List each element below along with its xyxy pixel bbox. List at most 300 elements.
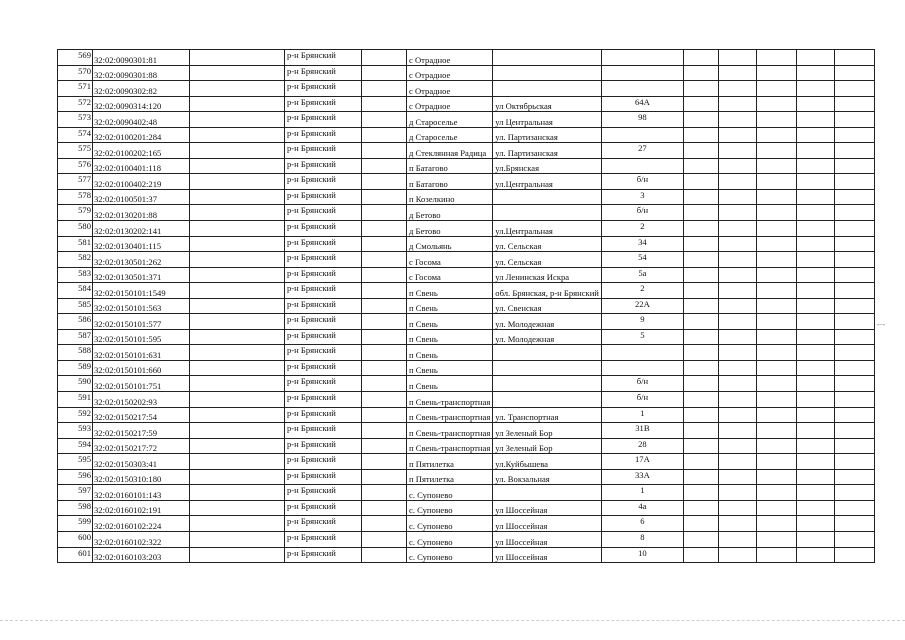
street-cell: ул. Сельская (493, 236, 602, 252)
empty-cell (756, 516, 796, 532)
street-cell: ул. Молодежная (493, 329, 602, 345)
house-number-cell (601, 360, 683, 376)
cadastral-number-cell: 32:02:0100501:37 (93, 189, 190, 205)
locality-cell: п Свень-транспортная (407, 407, 493, 423)
locality-cell: с. Супонево (407, 516, 493, 532)
empty-cell (190, 96, 285, 112)
street-cell (493, 189, 602, 205)
table-row (58, 500, 875, 516)
empty-cell (756, 469, 796, 485)
empty-cell (796, 283, 834, 299)
empty-cell (190, 174, 285, 190)
house-number-cell (601, 50, 683, 66)
table-row (58, 252, 875, 268)
locality-cell: с. Супонево (407, 500, 493, 516)
cadastral-number-cell: 32:02:0100402:219 (93, 174, 190, 190)
table-row (58, 205, 875, 221)
cadastral-number-cell: 32:02:0160103:203 (93, 547, 190, 563)
street-cell: ул. Транспортная (493, 407, 602, 423)
cadastral-number-cell: 32:02:0150101:577 (93, 314, 190, 330)
house-number-cell: 33А (601, 469, 683, 485)
empty-cell (362, 189, 407, 205)
empty-cell (362, 298, 407, 314)
empty-cell (362, 205, 407, 221)
empty-cell (834, 329, 874, 345)
house-number-cell: 54 (601, 252, 683, 268)
street-cell: ул Октябрьская (493, 96, 602, 112)
row-number-cell: 601 (58, 547, 93, 563)
empty-cell (683, 96, 718, 112)
table-row (58, 158, 875, 174)
empty-cell (190, 112, 285, 128)
empty-cell (796, 516, 834, 532)
empty-cell (756, 189, 796, 205)
cadastral-number-cell: 32:02:0150101:751 (93, 376, 190, 392)
street-cell: обл. Брянская, р-н Брянский (493, 283, 602, 299)
cadastral-number-cell: 32:02:0150101:660 (93, 360, 190, 376)
table-row (58, 345, 875, 361)
cadastral-number-cell: 32:02:0150202:93 (93, 392, 190, 408)
table-row (58, 65, 875, 81)
street-cell (493, 376, 602, 392)
table-body (58, 50, 875, 563)
district-cell: р-н Брянский (285, 516, 362, 532)
empty-cell (362, 345, 407, 361)
empty-cell (796, 376, 834, 392)
empty-cell (834, 127, 874, 143)
empty-cell (796, 500, 834, 516)
empty-cell (796, 469, 834, 485)
district-cell: р-н Брянский (285, 81, 362, 97)
cadastral-number-cell: 32:02:0100201:284 (93, 127, 190, 143)
row-number-cell: 585 (58, 298, 93, 314)
empty-cell (190, 485, 285, 501)
empty-cell (718, 65, 756, 81)
empty-cell (718, 283, 756, 299)
row-number-cell: 579 (58, 205, 93, 221)
empty-cell (362, 454, 407, 470)
empty-cell (718, 50, 756, 66)
house-number-cell (601, 345, 683, 361)
empty-cell (190, 407, 285, 423)
empty-cell (190, 547, 285, 563)
empty-cell (796, 329, 834, 345)
table-row (58, 376, 875, 392)
empty-cell (718, 127, 756, 143)
empty-cell (362, 50, 407, 66)
empty-cell (834, 531, 874, 547)
table-row (58, 81, 875, 97)
empty-cell (190, 50, 285, 66)
cadastral-number-cell: 32:02:0090302:82 (93, 81, 190, 97)
row-number-cell: 575 (58, 143, 93, 159)
row-number-cell: 584 (58, 283, 93, 299)
empty-cell (683, 438, 718, 454)
empty-cell (362, 143, 407, 159)
district-cell: р-н Брянский (285, 189, 362, 205)
empty-cell (362, 423, 407, 439)
empty-cell (683, 500, 718, 516)
locality-cell: п Свень (407, 298, 493, 314)
house-number-cell: 3 (601, 189, 683, 205)
row-number-cell: 571 (58, 81, 93, 97)
empty-cell (756, 267, 796, 283)
house-number-cell: 27 (601, 143, 683, 159)
empty-cell (362, 252, 407, 268)
empty-cell (190, 329, 285, 345)
empty-cell (796, 50, 834, 66)
empty-cell (796, 127, 834, 143)
empty-cell (190, 298, 285, 314)
empty-cell (834, 298, 874, 314)
empty-cell (834, 516, 874, 532)
locality-cell: п Батагово (407, 158, 493, 174)
scan-mark: -·- (877, 320, 885, 329)
empty-cell (834, 50, 874, 66)
empty-cell (683, 531, 718, 547)
empty-cell (362, 158, 407, 174)
empty-cell (796, 360, 834, 376)
street-cell: ул. Свенская (493, 298, 602, 314)
table-row (58, 485, 875, 501)
empty-cell (834, 407, 874, 423)
empty-cell (362, 485, 407, 501)
empty-cell (834, 221, 874, 237)
house-number-cell (601, 81, 683, 97)
empty-cell (796, 547, 834, 563)
locality-cell: д Стеклянная Радица (407, 143, 493, 159)
locality-cell: с Отрадное (407, 65, 493, 81)
empty-cell (362, 407, 407, 423)
empty-cell (190, 189, 285, 205)
empty-cell (756, 298, 796, 314)
empty-cell (683, 127, 718, 143)
row-number-cell: 577 (58, 174, 93, 190)
district-cell: р-н Брянский (285, 547, 362, 563)
empty-cell (834, 454, 874, 470)
cadastral-number-cell: 32:02:0150101:631 (93, 345, 190, 361)
empty-cell (796, 267, 834, 283)
table-row (58, 267, 875, 283)
house-number-cell: 1 (601, 407, 683, 423)
empty-cell (718, 360, 756, 376)
empty-cell (362, 360, 407, 376)
empty-cell (796, 112, 834, 128)
street-cell: ул Шоссейная (493, 531, 602, 547)
empty-cell (834, 392, 874, 408)
cadastral-number-cell: 32:02:0150101:563 (93, 298, 190, 314)
empty-cell (190, 283, 285, 299)
locality-cell: п Свень (407, 329, 493, 345)
empty-cell (683, 50, 718, 66)
empty-cell (796, 174, 834, 190)
house-number-cell: 10 (601, 547, 683, 563)
empty-cell (683, 360, 718, 376)
empty-cell (683, 283, 718, 299)
locality-cell: с. Супонево (407, 531, 493, 547)
district-cell: р-н Брянский (285, 143, 362, 159)
cadastral-number-cell: 32:02:0130201:88 (93, 205, 190, 221)
empty-cell (796, 423, 834, 439)
row-number-cell: 570 (58, 65, 93, 81)
empty-cell (796, 314, 834, 330)
row-number-cell: 576 (58, 158, 93, 174)
empty-cell (718, 469, 756, 485)
empty-cell (718, 531, 756, 547)
empty-cell (756, 112, 796, 128)
district-cell: р-н Брянский (285, 360, 362, 376)
house-number-cell: 1 (601, 485, 683, 501)
street-cell (493, 50, 602, 66)
row-number-cell: 590 (58, 376, 93, 392)
empty-cell (362, 236, 407, 252)
table-row (58, 392, 875, 408)
empty-cell (718, 454, 756, 470)
empty-cell (718, 314, 756, 330)
street-cell (493, 392, 602, 408)
locality-cell: п Свень (407, 283, 493, 299)
house-number-cell: 5 (601, 329, 683, 345)
house-number-cell: 28 (601, 438, 683, 454)
table-row (58, 50, 875, 66)
locality-cell: с. Супонево (407, 485, 493, 501)
empty-cell (756, 283, 796, 299)
empty-cell (834, 158, 874, 174)
empty-cell (796, 407, 834, 423)
house-number-cell: б/н (601, 174, 683, 190)
table-row (58, 516, 875, 532)
street-cell: ул Центральная (493, 112, 602, 128)
row-number-cell: 569 (58, 50, 93, 66)
street-cell: ул.Центральная (493, 174, 602, 190)
district-cell: р-н Брянский (285, 50, 362, 66)
row-number-cell: 591 (58, 392, 93, 408)
house-number-cell: б/н (601, 392, 683, 408)
empty-cell (756, 407, 796, 423)
row-number-cell: 588 (58, 345, 93, 361)
street-cell: ул. Партизанская (493, 127, 602, 143)
empty-cell (190, 516, 285, 532)
row-number-cell: 573 (58, 112, 93, 128)
row-number-cell: 595 (58, 454, 93, 470)
locality-cell: п Козелкино (407, 189, 493, 205)
locality-cell: п Пятилетка (407, 469, 493, 485)
district-cell: р-н Брянский (285, 376, 362, 392)
empty-cell (718, 221, 756, 237)
house-number-cell: 22А (601, 298, 683, 314)
district-cell: р-н Брянский (285, 345, 362, 361)
empty-cell (834, 96, 874, 112)
empty-cell (834, 438, 874, 454)
empty-cell (683, 469, 718, 485)
house-number-cell: 6 (601, 516, 683, 532)
empty-cell (190, 360, 285, 376)
empty-cell (362, 376, 407, 392)
district-cell: р-н Брянский (285, 329, 362, 345)
house-number-cell (601, 65, 683, 81)
empty-cell (834, 205, 874, 221)
empty-cell (718, 252, 756, 268)
cadastral-number-cell: 32:02:0130501:371 (93, 267, 190, 283)
street-cell (493, 65, 602, 81)
empty-cell (718, 329, 756, 345)
empty-cell (718, 485, 756, 501)
empty-cell (718, 516, 756, 532)
house-number-cell: 34 (601, 236, 683, 252)
cadastral-number-cell: 32:02:0160101:143 (93, 485, 190, 501)
locality-cell: д Смольянь (407, 236, 493, 252)
district-cell: р-н Брянский (285, 236, 362, 252)
empty-cell (190, 423, 285, 439)
empty-cell (683, 314, 718, 330)
empty-cell (834, 81, 874, 97)
row-number-cell: 597 (58, 485, 93, 501)
empty-cell (190, 65, 285, 81)
empty-cell (834, 547, 874, 563)
empty-cell (718, 96, 756, 112)
empty-cell (834, 252, 874, 268)
locality-cell: с. Супонево (407, 547, 493, 563)
empty-cell (796, 96, 834, 112)
locality-cell: п Свень-транспортная (407, 423, 493, 439)
street-cell: ул. Партизанская (493, 143, 602, 159)
cadastral-number-cell: 32:02:0160102:224 (93, 516, 190, 532)
scan-edge-line (0, 620, 905, 621)
empty-cell (362, 65, 407, 81)
district-cell: р-н Брянский (285, 158, 362, 174)
empty-cell (683, 376, 718, 392)
cadastral-number-cell: 32:02:0150101:595 (93, 329, 190, 345)
house-number-cell: 2 (601, 283, 683, 299)
house-number-cell: 5а (601, 267, 683, 283)
row-number-cell: 581 (58, 236, 93, 252)
table-row (58, 438, 875, 454)
empty-cell (683, 81, 718, 97)
locality-cell: п Свень (407, 314, 493, 330)
empty-cell (756, 360, 796, 376)
table-row (58, 189, 875, 205)
empty-cell (362, 438, 407, 454)
street-cell: ул Ленинская Искра (493, 267, 602, 283)
empty-cell (756, 205, 796, 221)
empty-cell (362, 314, 407, 330)
district-cell: р-н Брянский (285, 221, 362, 237)
empty-cell (718, 407, 756, 423)
empty-cell (683, 205, 718, 221)
table-row (58, 423, 875, 439)
house-number-cell (601, 127, 683, 143)
locality-cell: д Бетово (407, 205, 493, 221)
empty-cell (796, 65, 834, 81)
house-number-cell: б/н (601, 205, 683, 221)
empty-cell (756, 158, 796, 174)
empty-cell (362, 174, 407, 190)
district-cell: р-н Брянский (285, 65, 362, 81)
empty-cell (190, 376, 285, 392)
empty-cell (756, 236, 796, 252)
cadastral-number-cell: 32:02:0150217:59 (93, 423, 190, 439)
empty-cell (362, 127, 407, 143)
empty-cell (756, 143, 796, 159)
locality-cell: с Отрадное (407, 50, 493, 66)
empty-cell (190, 158, 285, 174)
empty-cell (190, 221, 285, 237)
house-number-cell: 4а (601, 500, 683, 516)
district-cell: р-н Брянский (285, 298, 362, 314)
street-cell: ул Шоссейная (493, 516, 602, 532)
street-cell: ул. Сельская (493, 252, 602, 268)
row-number-cell: 580 (58, 221, 93, 237)
empty-cell (756, 531, 796, 547)
house-number-cell (601, 158, 683, 174)
empty-cell (362, 221, 407, 237)
empty-cell (796, 454, 834, 470)
empty-cell (718, 112, 756, 128)
locality-cell: п Батагово (407, 174, 493, 190)
cadastral-number-cell: 32:02:0150101:1549 (93, 283, 190, 299)
district-cell: р-н Брянский (285, 112, 362, 128)
locality-cell: д Староселье (407, 112, 493, 128)
empty-cell (683, 298, 718, 314)
empty-cell (756, 392, 796, 408)
empty-cell (756, 376, 796, 392)
table-row (58, 469, 875, 485)
street-cell (493, 205, 602, 221)
empty-cell (756, 96, 796, 112)
empty-cell (834, 314, 874, 330)
empty-cell (796, 298, 834, 314)
empty-cell (190, 127, 285, 143)
table-row (58, 112, 875, 128)
empty-cell (718, 392, 756, 408)
empty-cell (756, 454, 796, 470)
empty-cell (683, 143, 718, 159)
empty-cell (683, 221, 718, 237)
row-number-cell: 596 (58, 469, 93, 485)
empty-cell (683, 158, 718, 174)
empty-cell (683, 236, 718, 252)
district-cell: р-н Брянский (285, 500, 362, 516)
empty-cell (190, 236, 285, 252)
street-cell: ул.Центральная (493, 221, 602, 237)
empty-cell (190, 531, 285, 547)
empty-cell (756, 438, 796, 454)
empty-cell (718, 345, 756, 361)
empty-cell (190, 500, 285, 516)
empty-cell (756, 485, 796, 501)
district-cell: р-н Брянский (285, 267, 362, 283)
empty-cell (718, 376, 756, 392)
cadastral-number-cell: 32:02:0090314:120 (93, 96, 190, 112)
row-number-cell: 598 (58, 500, 93, 516)
parcel-table (57, 49, 875, 563)
table-row (58, 221, 875, 237)
empty-cell (756, 329, 796, 345)
empty-cell (718, 189, 756, 205)
district-cell: р-н Брянский (285, 392, 362, 408)
row-number-cell: 583 (58, 267, 93, 283)
table-row (58, 314, 875, 330)
empty-cell (190, 469, 285, 485)
empty-cell (796, 143, 834, 159)
district-cell: р-н Брянский (285, 454, 362, 470)
empty-cell (756, 500, 796, 516)
cadastral-number-cell: 32:02:0160102:191 (93, 500, 190, 516)
empty-cell (756, 547, 796, 563)
empty-cell (834, 267, 874, 283)
empty-cell (834, 360, 874, 376)
empty-cell (796, 236, 834, 252)
